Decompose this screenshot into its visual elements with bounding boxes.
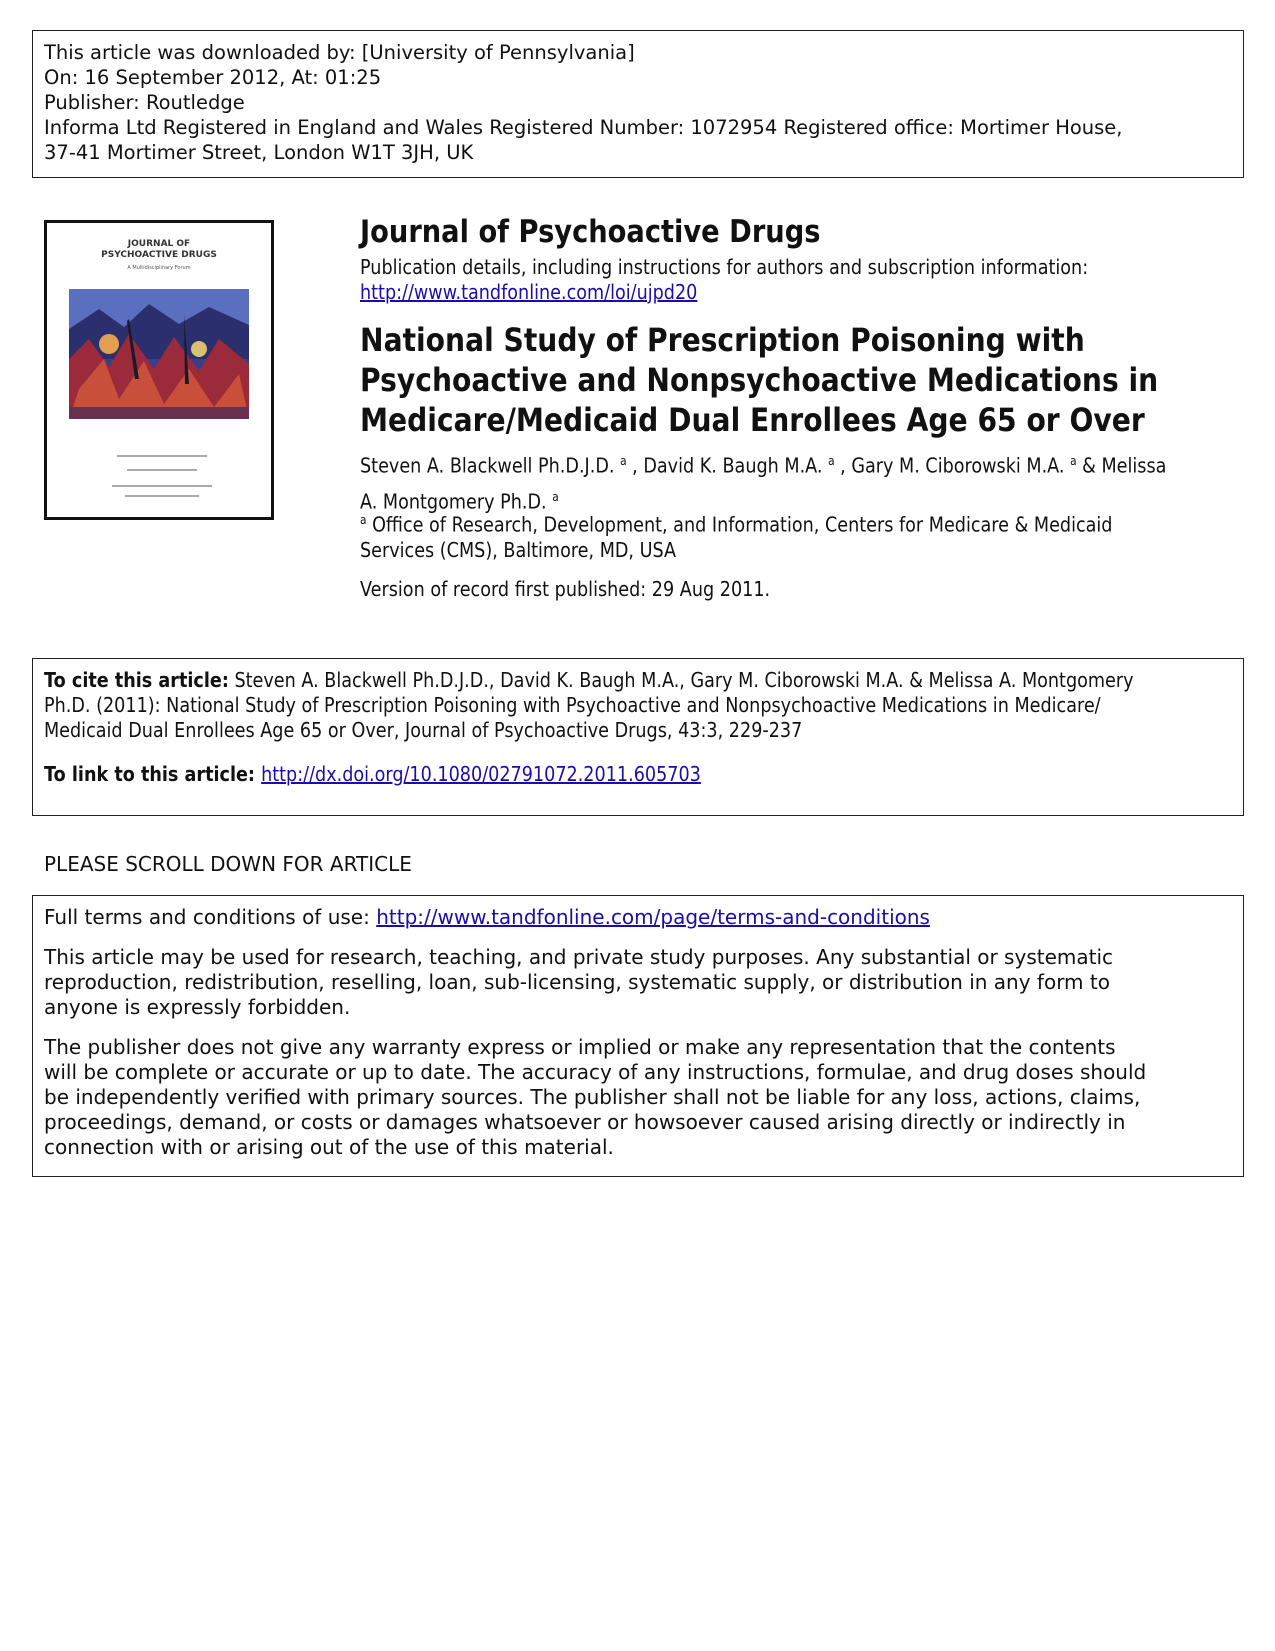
affiliation-text: Office of Research, Development, and Information, Centers for Medicare & Medicaid: [366, 512, 1113, 537]
authors-list: [360, 446, 1240, 517]
affiliation-marker: a: [552, 489, 559, 504]
citation-text: [44, 668, 1134, 743]
journal-homepage-link[interactable]: http://www.tandfonline.com/loi/ujpd20: [360, 280, 698, 304]
affiliation-line: [360, 508, 1112, 538]
doi-link[interactable]: http://dx.doi.org/10.1080/02791072.2011.605703: [261, 762, 701, 786]
disclaimer-line: be independently verified with primary sources. The publisher shall not be liable for any loss, actions, claims,: [44, 1085, 1141, 1109]
journal-title: Journal of Psychoactive Drugs: [360, 214, 821, 250]
journal-cover-image: [44, 220, 274, 520]
usage-line: anyone is expressly forbidden.: [44, 995, 351, 1019]
link-label: To link to this article:: [44, 762, 262, 786]
disclaimer-line: The publisher does not give any warranty express or implied or make any representation that the contents: [44, 1035, 1116, 1059]
registered-address-text: 37-41 Mortimer Street, London W1T 3JH, UK: [44, 141, 474, 164]
cover-text-line: [117, 455, 207, 457]
publisher-text: Publisher: Routledge: [44, 91, 245, 114]
version-of-record-text: Version of record first published: 29 Aug 2011.: [360, 577, 771, 601]
author-melissa: & Melissa: [1076, 453, 1167, 478]
disclaimer-line: connection with or arising out of the use of this material.: [44, 1135, 614, 1159]
usage-paragraph: [44, 945, 1232, 1020]
cover-text-line: [125, 495, 199, 497]
terms-box: [32, 895, 1244, 1177]
affiliation-marker: a: [620, 454, 627, 468]
authors-line: [360, 446, 1240, 482]
disclaimer-paragraph: [44, 1035, 1232, 1160]
cite-label: To cite this article:: [44, 668, 229, 692]
author-ciborowski: , Gary M. Ciborowski M.A.: [834, 453, 1071, 478]
author-montgomery: A. Montgomery Ph.D.: [360, 489, 553, 514]
article-title-line: Psychoactive and Nonpsychoactive Medications in: [360, 361, 1159, 399]
citation-line: Ph.D. (2011): National Study of Prescription Poisoning with Psychoactive and Nonpsychoactive Medications in Medicare/: [44, 693, 1101, 717]
author-baugh: , David K. Baugh M.A.: [626, 453, 829, 478]
cover-title-line: JOURNAL OF: [127, 239, 191, 249]
cover-subtitle: A Multidisciplinary Forum: [127, 265, 191, 271]
registered-office-text: Informa Ltd Registered in England and Wales Registered Number: 1072954 Registered office: Mortimer House,: [44, 116, 1123, 139]
terms-label: Full terms and conditions of use:: [44, 905, 377, 929]
cover-artwork: [69, 289, 249, 419]
publication-details-text: Publication details, including instructions for authors and subscription information:: [360, 255, 1089, 279]
cover-text-line: [127, 469, 197, 471]
downloaded-by-text: This article was downloaded by: [University of Pennsylvania]: [44, 41, 635, 64]
disclaimer-line: will be complete or accurate or up to date. The accuracy of any instructions, formulae, and drug doses should: [44, 1060, 1147, 1084]
download-date-text: On: 16 September 2012, At: 01:25: [44, 66, 382, 89]
article-link-row: [44, 762, 701, 786]
cover-title: [47, 239, 271, 261]
affiliation-marker: a: [1070, 454, 1077, 468]
affiliation-marker: a: [828, 454, 835, 468]
citation-line: Steven A. Blackwell Ph.D.J.D., David K. Baugh M.A., Gary M. Ciborowski M.A. & Melissa A. Montgomery: [228, 668, 1134, 692]
affiliation-marker: a: [360, 513, 367, 527]
citation-box: [32, 658, 1244, 816]
author-affiliation: [360, 508, 1112, 563]
article-title-line: National Study of Prescription Poisoning with: [360, 321, 1085, 359]
citation-line: Medicaid Dual Enrollees Age 65 or Over, Journal of Psychoactive Drugs, 43:3, 229-237: [44, 718, 803, 742]
article-title: [360, 320, 1218, 440]
download-info-box: [32, 30, 1244, 178]
author-blackwell: Steven A. Blackwell Ph.D.J.D.: [360, 453, 621, 478]
terms-link[interactable]: http://www.tandfonline.com/page/terms-and-conditions: [376, 905, 930, 929]
disclaimer-line: proceedings, demand, or costs or damages whatsoever or howsoever caused arising directly or indirectly in: [44, 1110, 1126, 1134]
article-title-line: Medicare/Medicaid Dual Enrollees Age 65 or Over: [360, 401, 1145, 439]
cover-title-line: PSYCHOACTIVE DRUGS: [101, 250, 217, 260]
terms-link-row: [44, 905, 1232, 930]
cover-text-line: [112, 485, 212, 487]
usage-line: reproduction, redistribution, reselling, loan, sub-licensing, systematic supply, or distribution in any form to: [44, 970, 1110, 994]
usage-line: This article may be used for research, teaching, and private study purposes. Any substantial or systematic: [44, 945, 1114, 969]
affiliation-line: Services (CMS), Baltimore, MD, USA: [360, 537, 677, 562]
scroll-notice: PLEASE SCROLL DOWN FOR ARTICLE: [44, 852, 412, 876]
